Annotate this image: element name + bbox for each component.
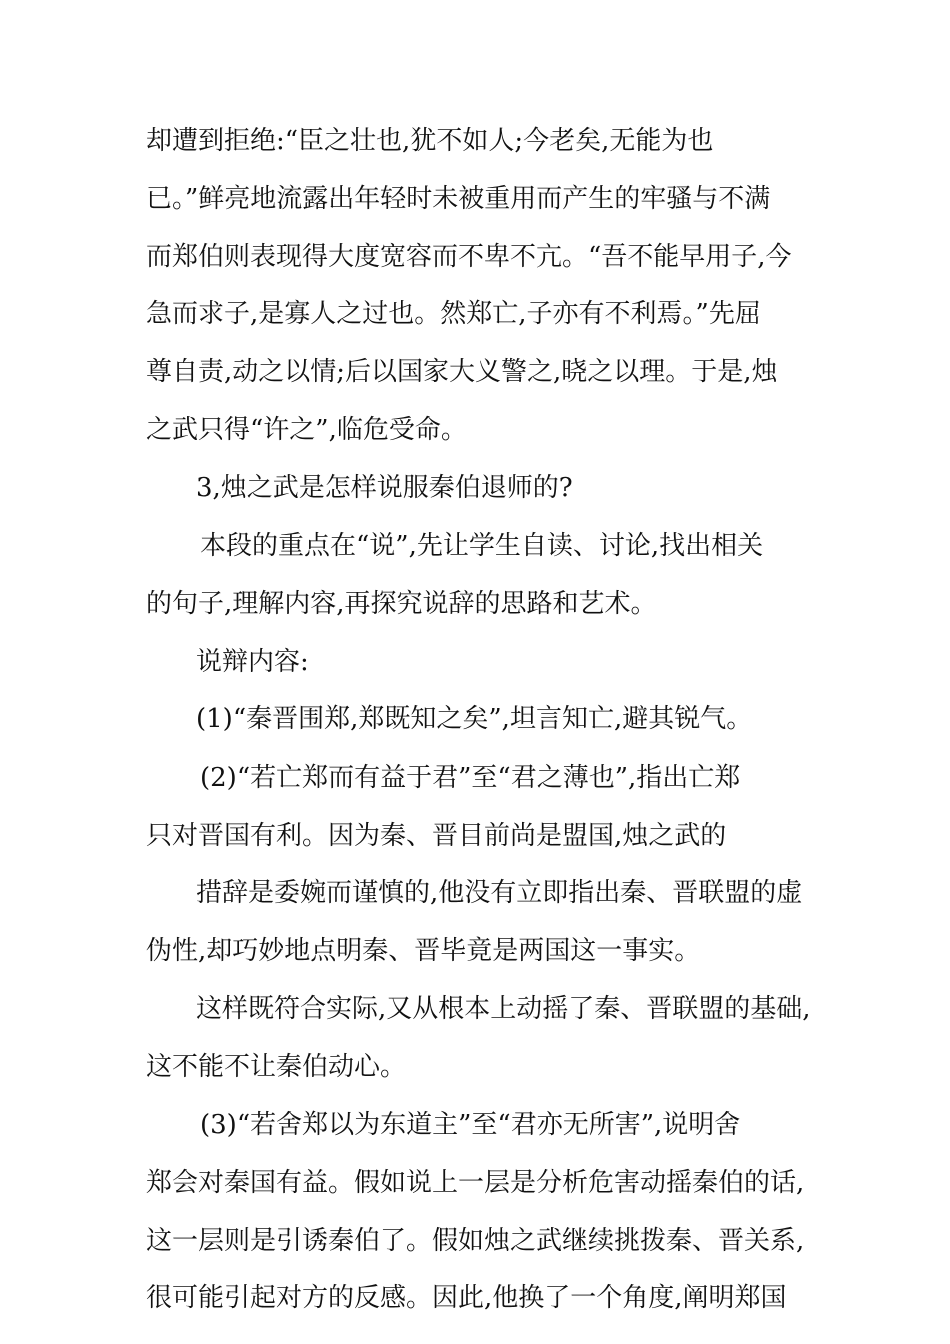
text-line: 这样既符合实际,又从根本上动摇了秦、晋联盟的基础, (196, 994, 811, 1024)
text-line: 这一层则是引诱秦伯了。假如烛之武继续挑拨秦、晋关系, (146, 1226, 805, 1256)
text-line: 已。”鲜亮地流露出年轻时未被重用而产生的牢骚与不满 (146, 184, 771, 214)
text-line: 急而求子,是寡人之过也。然郑亡,子亦有不利焉。”先屈 (146, 299, 761, 329)
text-line: 措辞是委婉而谨慎的,他没有立即指出秦、晋联盟的虚 (196, 878, 803, 908)
section-label: 说辩内容: (196, 647, 309, 677)
list-item: (3)“若舍郑以为东道主”至“君亦无所害”,说明舍 (200, 1110, 741, 1140)
question-heading: 3,烛之武是怎样说服秦伯退师的? (196, 473, 573, 503)
text-line: 之武只得“许之”,临危受命。 (146, 415, 467, 445)
text-line: 这不能不让秦伯动心。 (146, 1052, 407, 1082)
text-line: 伪性,却巧妙地点明秦、晋毕竟是两国这一事实。 (146, 936, 701, 966)
list-item: (2)“若亡郑而有益于君”至“君之薄也”,指出亡郑 (200, 763, 741, 793)
text-line: 却遭到拒绝:“臣之壮也,犹不如人;今老矣,无能为也 (146, 126, 714, 156)
text-line: 只对晋国有利。因为秦、晋目前尚是盟国,烛之武的 (146, 821, 727, 851)
text-line: 而郑伯则表现得大度宽容而不卑不亢。“吾不能早用子,今 (146, 242, 792, 272)
text-line: 郑会对秦国有益。假如说上一层是分析危害动摇秦伯的话, (146, 1168, 805, 1198)
text-line: 本段的重点在“说”,先让学生自读、讨论,找出相关 (200, 531, 764, 561)
text-line: 很可能引起对方的反感。因此,他换了一个角度,阐明郑国 (146, 1283, 787, 1313)
list-item: (1)“秦晋围郑,郑既知之矣”,坦言知亡,避其锐气。 (196, 704, 753, 734)
text-line: 的句子,理解内容,再探究说辞的思路和艺术。 (146, 589, 657, 619)
text-line: 尊自责,动之以情;后以国家大义警之,晓之以理。于是,烛 (146, 357, 778, 387)
